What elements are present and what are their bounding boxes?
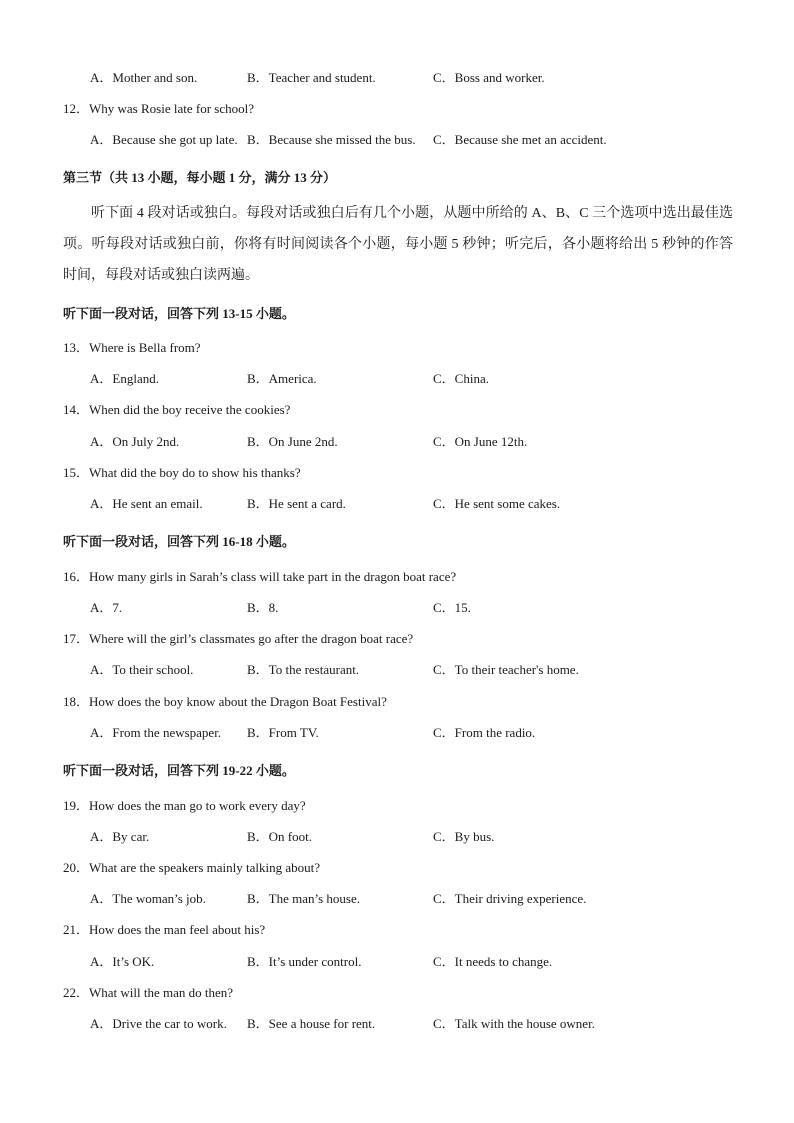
question-text: 12．Why was Rosie late for school? (63, 101, 254, 116)
group-3-heading: 听下面一段对话，回答下列 19-22 小题。 (63, 763, 295, 778)
question-22-options (0, 1014, 794, 1034)
question-text: 14．When did the boy receive the cookies? (63, 402, 291, 417)
option-b: B．The man’s house. (247, 891, 361, 906)
question-11-options (0, 68, 794, 88)
question-text: 13．Where is Bella from? (63, 340, 201, 355)
question-text: 17．Where will the girl’s classmates go after the dragon boat race? (63, 631, 414, 646)
option-a: A．By car. (90, 829, 150, 844)
question-text: 16．How many girls in Sarah’s class will take part in the dragon boat race? (63, 569, 457, 584)
question-12 (0, 99, 794, 119)
option-c: C．To their teacher's home. (433, 662, 579, 677)
question-text: 21．How does the man feel about his? (63, 922, 266, 937)
option-c: C．Talk with the house owner. (433, 1016, 595, 1031)
option-c: C．By bus. (433, 829, 495, 844)
question-15-options (0, 494, 794, 514)
option-c: C．China. (433, 371, 489, 386)
question-14 (0, 400, 794, 420)
question-16 (0, 567, 794, 587)
option-c: C．From the radio. (433, 725, 536, 740)
option-a: A．On July 2nd. (90, 434, 180, 449)
option-a: A．England. (90, 371, 159, 386)
option-a: A．Mother and son. (90, 70, 198, 85)
option-c: C．Because she met an accident. (433, 132, 607, 147)
question-19-options (0, 827, 794, 847)
option-a: A．Drive the car to work. (90, 1016, 227, 1031)
group-heading (0, 532, 794, 552)
question-13-options (0, 369, 794, 389)
option-a: A．He sent an email. (90, 496, 203, 511)
option-c: C．On June 12th. (433, 434, 528, 449)
option-b: B．On foot. (247, 829, 313, 844)
question-15 (0, 463, 794, 483)
question-text: 22．What will the man do then? (63, 985, 234, 1000)
option-c: C．He sent some cakes. (433, 496, 561, 511)
question-17-options (0, 660, 794, 680)
question-13 (0, 338, 794, 358)
option-a: A．7. (90, 600, 123, 615)
question-14-options (0, 432, 794, 452)
question-21-options (0, 952, 794, 972)
question-18 (0, 692, 794, 712)
question-text: 20．What are the speakers mainly talking about? (63, 860, 321, 875)
section-3-title: 第三节（共 13 小题，每小题 1 分，满分 13 分） (63, 170, 337, 185)
option-c: C．15. (433, 600, 471, 615)
section-title (0, 168, 794, 188)
option-a: A．It’s OK. (90, 954, 155, 969)
question-20 (0, 858, 794, 878)
question-16-options (0, 598, 794, 618)
group-1-heading: 听下面一段对话，回答下列 13-15 小题。 (63, 306, 295, 321)
question-19 (0, 796, 794, 816)
option-a: A．From the newspaper. (90, 725, 222, 740)
section-instructions: 听下面 4 段对话或独白。每段对话或独白后有几个小题，从题中所给的 A、B、C 三个选项中选出最佳选项。听每段对话或独白前，你将有时间阅读各个小题，每小题 5 秒钟；听完后，各小题将给出 5 秒钟的作答时间，每段对话或独白读两遍。 (63, 206, 733, 283)
question-text: 18．How does the boy know about the Dragon Boat Festival? (63, 694, 387, 709)
option-a: A．Because she got up late. (90, 132, 238, 147)
option-b: B．From TV. (247, 725, 319, 740)
option-b: B．See a house for rent. (247, 1016, 376, 1031)
option-b: B．It’s under control. (247, 954, 362, 969)
group-2-heading: 听下面一段对话，回答下列 16-18 小题。 (63, 534, 295, 549)
option-b: B．Because she missed the bus. (247, 132, 416, 147)
option-b: B．To the restaurant. (247, 662, 360, 677)
option-b: B．Teacher and student. (247, 70, 376, 85)
option-a: A．To their school. (90, 662, 194, 677)
option-b: B．8. (247, 600, 279, 615)
question-text: 15．What did the boy do to show his thanks? (63, 465, 301, 480)
question-20-options (0, 889, 794, 909)
option-c: C．It needs to change. (433, 954, 553, 969)
option-c: C．Their driving experience. (433, 891, 587, 906)
option-c: C．Boss and worker. (433, 70, 545, 85)
question-18-options (0, 723, 794, 743)
option-b: B．He sent a card. (247, 496, 346, 511)
question-21 (0, 920, 794, 940)
group-heading (0, 304, 794, 324)
question-12-options (0, 130, 794, 150)
question-22 (0, 983, 794, 1003)
group-heading (0, 761, 794, 781)
question-17 (0, 629, 794, 649)
question-text: 19．How does the man go to work every day? (63, 798, 306, 813)
option-b: B．America. (247, 371, 317, 386)
option-b: B．On June 2nd. (247, 434, 338, 449)
option-a: A．The woman’s job. (90, 891, 206, 906)
